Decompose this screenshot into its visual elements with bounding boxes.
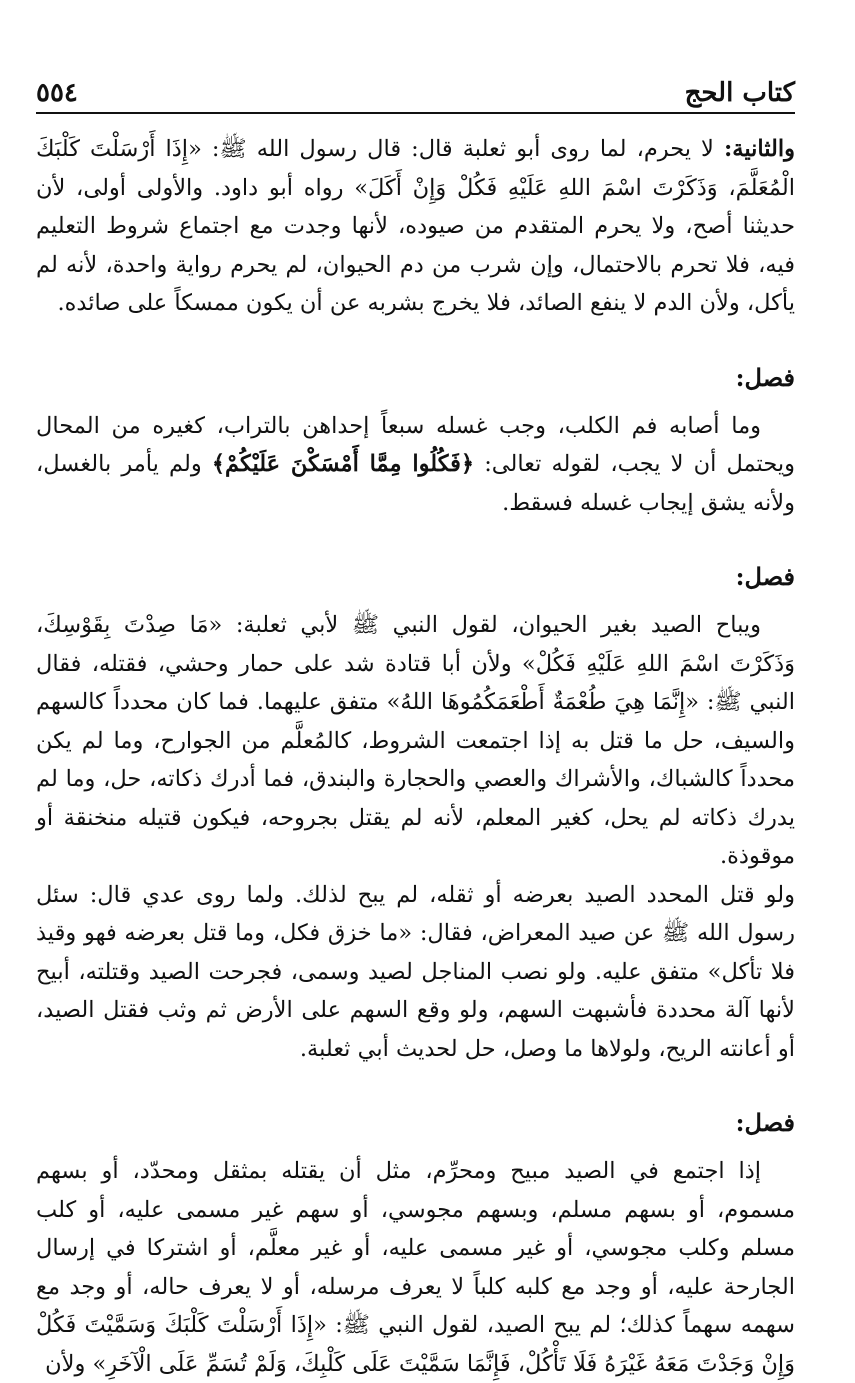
running-title: كتاب الحج [684,78,795,108]
paragraph-hunting-tools: ويباح الصيد بغير الحيوان، لقول النبي ﷺ لأبي ثعلبة: «مَا صِدْتَ بِقَوْسِكَ، وَذَكَرْتَ اسْمَ اللهِ عَلَيْهِ فَكُلْ» ولأن أبا قتادة شد على حمار وحشي، فقتله، فقال النبي ﷺ: «إِنَّمَا هِيَ طُعْمَةٌ أَطْعَمَكُمُوهَا اللهُ» متفق عليهما. فما كان محدداً كالسهم والسيف، حل ما قتل به إذا اجتمعت الشروط، كالمُعلَّم من الجوارح، وما لم يكن محدداً كالشباك، والأشراك والعصي والحجارة والبندق، فما أدرك ذكاته، حل، وما لم يدرك ذكاته لم يحل، كغير المعلم، لأنه لم يقتل بجروحه، فيكون قتيله منخنقة أو موقوذة. [36,612,795,869]
paragraph-lead: والثانية: [723,136,795,162]
paragraph-dog-mouth [36,407,795,523]
section-heading: فصل: [735,362,795,392]
section-heading: فصل: [735,562,795,591]
section-heading: فصل: [735,1108,795,1137]
page-body [36,130,795,1383]
paragraph-text: لا يحرم، لما روى أبو ثعلبة قال: قال رسول الله ﷺ: «إِذَا أَرْسَلْتَ كَلْبَكَ الْمُعَلَّمَ، وَذَكَرْتَ اسْمَ اللهِ عَلَيْهِ فَكُلْ وَإِنْ أَكَلَ» رواه أبو داود. والأولى أولى، لأن حديثنا أصح، ولا يحرم المتقدم من صيوده، لأنها وجدت مع اجتماع شروط التعليم فيه، فلا تحرم بالاحتمال، وإن شرب من دم الحيوان، لم يحرم رواية واحدة، لأنه لم يأكل، ولأن الدم لا ينفع الصائد، فلا يخرج بشربه عن أن يكون ممسكاً على صائده. [36,136,795,316]
page-number: ٥٥٤ [36,78,78,108]
paragraph-text: وما أصابه فم الكلب، وجب غسله سبعاً إحداهن بالتراب، كغيره من المحال ويحتمل أن لا يجب، لقوله تعالى: [36,412,795,477]
paragraph-sharp-weapon: ولو قتل المحدد الصيد بعرضه أو ثقله، لم يبح لذلك. ولما روى عدي قال: سئل رسول الله ﷺ عن صيد المعراض، فقال: «ما خزق فكل، وما قتل بعرضه فهو وقيذ فلا تأكل» متفق عليه. ولو نصب المناجل لصيد وسمى، فجرحت الصيد وقتلته، أبيح لأنها آلة محددة فأشبهت السهم، ولو وقع السهم على الأرض ثم وثب فقتل الصيد، أو أعانته الريح، ولولاها ما وصل، حل لحديث أبي ثعلبة. [36,881,795,1062]
quran-verse: ﴿فَكُلُوا مِمَّا أَمْسَكْنَ عَلَيْكُمْ﴾ [211,451,475,477]
paragraph-second-opinion [36,130,795,323]
paragraph-text: ولم يأمر بالغسل، ولأنه يشق إيجاب غسله فسقط. [36,451,795,516]
page-header [36,64,795,114]
paragraph-mixed-causes: إذا اجتمع في الصيد مبيح ومحرِّم، مثل أن يقتله بمثقل ومحدّد، أو بسهم مسموم، أو بسهم مسلم، وبسهم مجوسي، أو سهم غير مسمى عليه، أو كلب مسلم وكلب مجوسي، أو غير مسمى عليه، أو غير معلَّم، أو اشتركا في إرسال الجارحة عليه، أو وجد مع كلبه كلباً لا يعرف مرسله، أو لا يعرف حاله، أو وجد مع سهمه سهماً كذلك؛ لم يبح الصيد، لقول النبي ﷺ: «إِذَا أَرْسَلْتَ كَلْبَكَ وَسَمَّيْتَ فَكُلْ وَإِنْ وَجَدْتَ مَعَهُ غَيْرَهُ فَلَا تَأْكُلْ، فَإِنَّمَا سَمَّيْتَ عَلَى كَلْبِكَ، وَلَمْ تُسَمِّ عَلَى الْآخَرِ» ولأن [36,1158,795,1377]
